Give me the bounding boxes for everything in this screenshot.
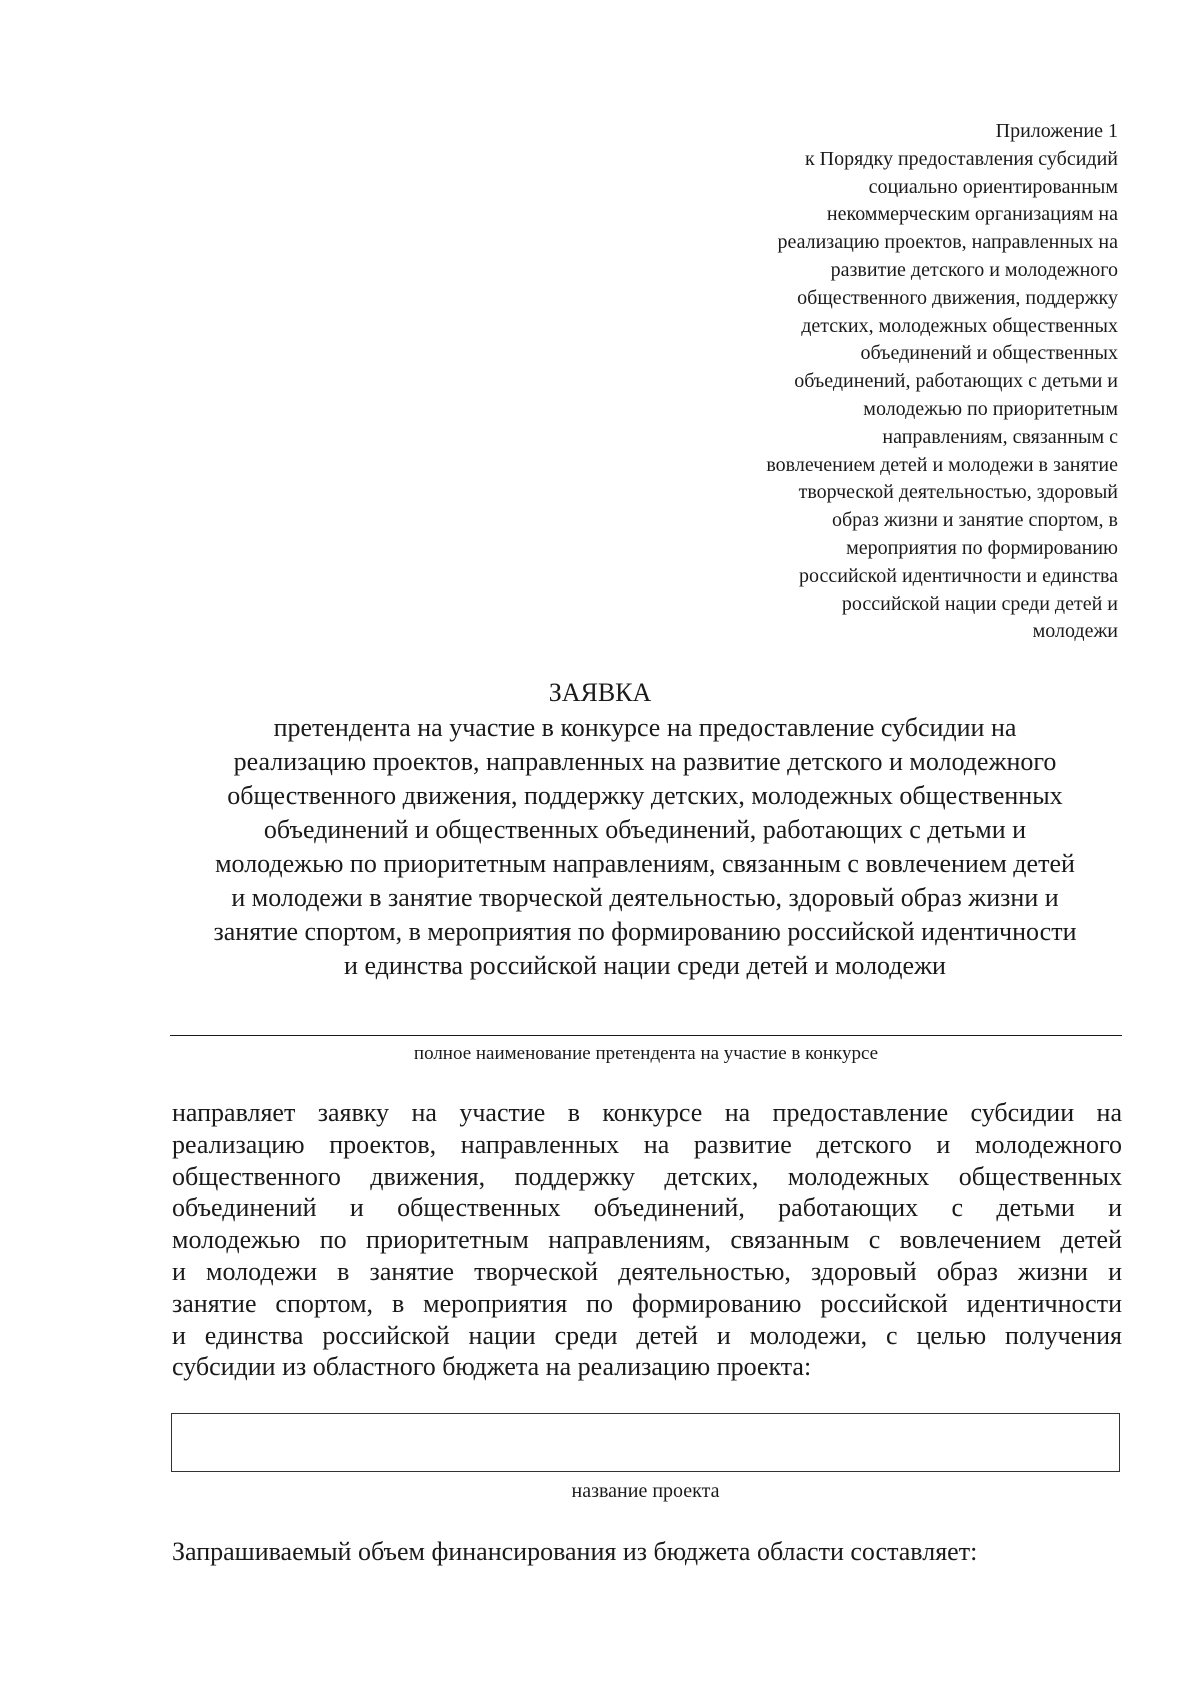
subtitle-line: и молодежи в занятие творческой деятельностью, здоровый образ жизни и [231,883,1059,912]
appendix-line: образ жизни и занятие спортом, в [832,509,1118,532]
body-line: общественного движения, поддержку детских, молодежных общественных [172,1161,1122,1191]
appendix-line: объединений и общественных [860,342,1118,365]
appendix-line: общественного движения, поддержку [797,286,1118,309]
appendix-line: творческой деятельностью, здоровый [798,481,1118,504]
subtitle-line: и единства российской нации среди детей и молодежи [344,951,946,980]
body-line: и единства российской нации среди детей и молодежи, с целью получения [172,1320,1122,1350]
body-line: молодежью по приоритетным направлениям, связанным с вовлечением детей [172,1225,1122,1255]
appendix-line: некоммерческим организациям на [826,203,1118,226]
body-line: субсидии из областного бюджета на реализацию проекта: [172,1352,812,1382]
appendix-line: Приложение 1 [995,120,1118,142]
appendix-line: молодежью по приоритетным [863,397,1118,420]
body-paragraph [172,1097,1122,1383]
appendix-line: реализацию проектов, направленных на [777,231,1118,254]
appendix-line: к Порядку предоставления субсидий [804,147,1118,170]
appendix-line: вовлечением детей и молодежи в занятие [766,453,1118,476]
funding-statement: Запрашиваемый объем финансирования из бюджета области составляет: [172,1537,978,1566]
appendix-line: российской идентичности и единства [799,564,1118,587]
document-subtitle [150,711,1140,983]
body-line: занятие спортом, в мероприятия по формированию российской идентичности [172,1288,1122,1318]
appendix-line: мероприятия по формированию [846,536,1118,559]
subtitle-line: претендента на участие в конкурсе на предоставление субсидии на [273,713,1017,742]
project-name-box[interactable] [171,1413,1120,1472]
subtitle-line: молодежью по приоритетным направлениям, связанным с вовлечением детей [215,849,1075,878]
document-title: ЗАЯВКА [548,678,652,707]
applicant-name-caption: полное наименование претендента на участие в конкурсе [413,1043,879,1064]
body-line: объединений и общественных объединений, работающих с детьми и [172,1193,1122,1223]
subtitle-line: объединений и общественных объединений, работающих с детьми и [263,815,1027,844]
appendix-line: российской нации среди детей и [841,592,1118,615]
project-name-caption: название проекта [571,1480,720,1502]
subtitle-line: общественного движения, поддержку детских, молодежных общественных [227,781,1063,810]
appendix-line: объединений, работающих с детьми и [794,370,1118,393]
appendix-line: социально ориентированным [868,175,1118,198]
applicant-name-field-line[interactable] [170,1035,1122,1036]
body-line: реализацию проектов, направленных на развитие детского и молодежного [172,1129,1122,1159]
body-line: направляет заявку на участие в конкурсе на предоставление субсидии на [172,1098,1122,1127]
subtitle-line: реализацию проектов, направленных на развитие детского и молодежного [233,747,1057,776]
appendix-line: молодежи [1032,620,1118,643]
appendix-header [558,118,1118,646]
appendix-line: детских, молодежных общественных [801,314,1118,337]
appendix-line: развитие детского и молодежного [830,258,1118,281]
appendix-line: направлениям, связанным с [882,425,1118,448]
body-line: и молодежи в занятие творческой деятельностью, здоровый образ жизни и [172,1256,1122,1286]
subtitle-line: занятие спортом, в мероприятия по формированию российской идентичности [213,917,1077,946]
